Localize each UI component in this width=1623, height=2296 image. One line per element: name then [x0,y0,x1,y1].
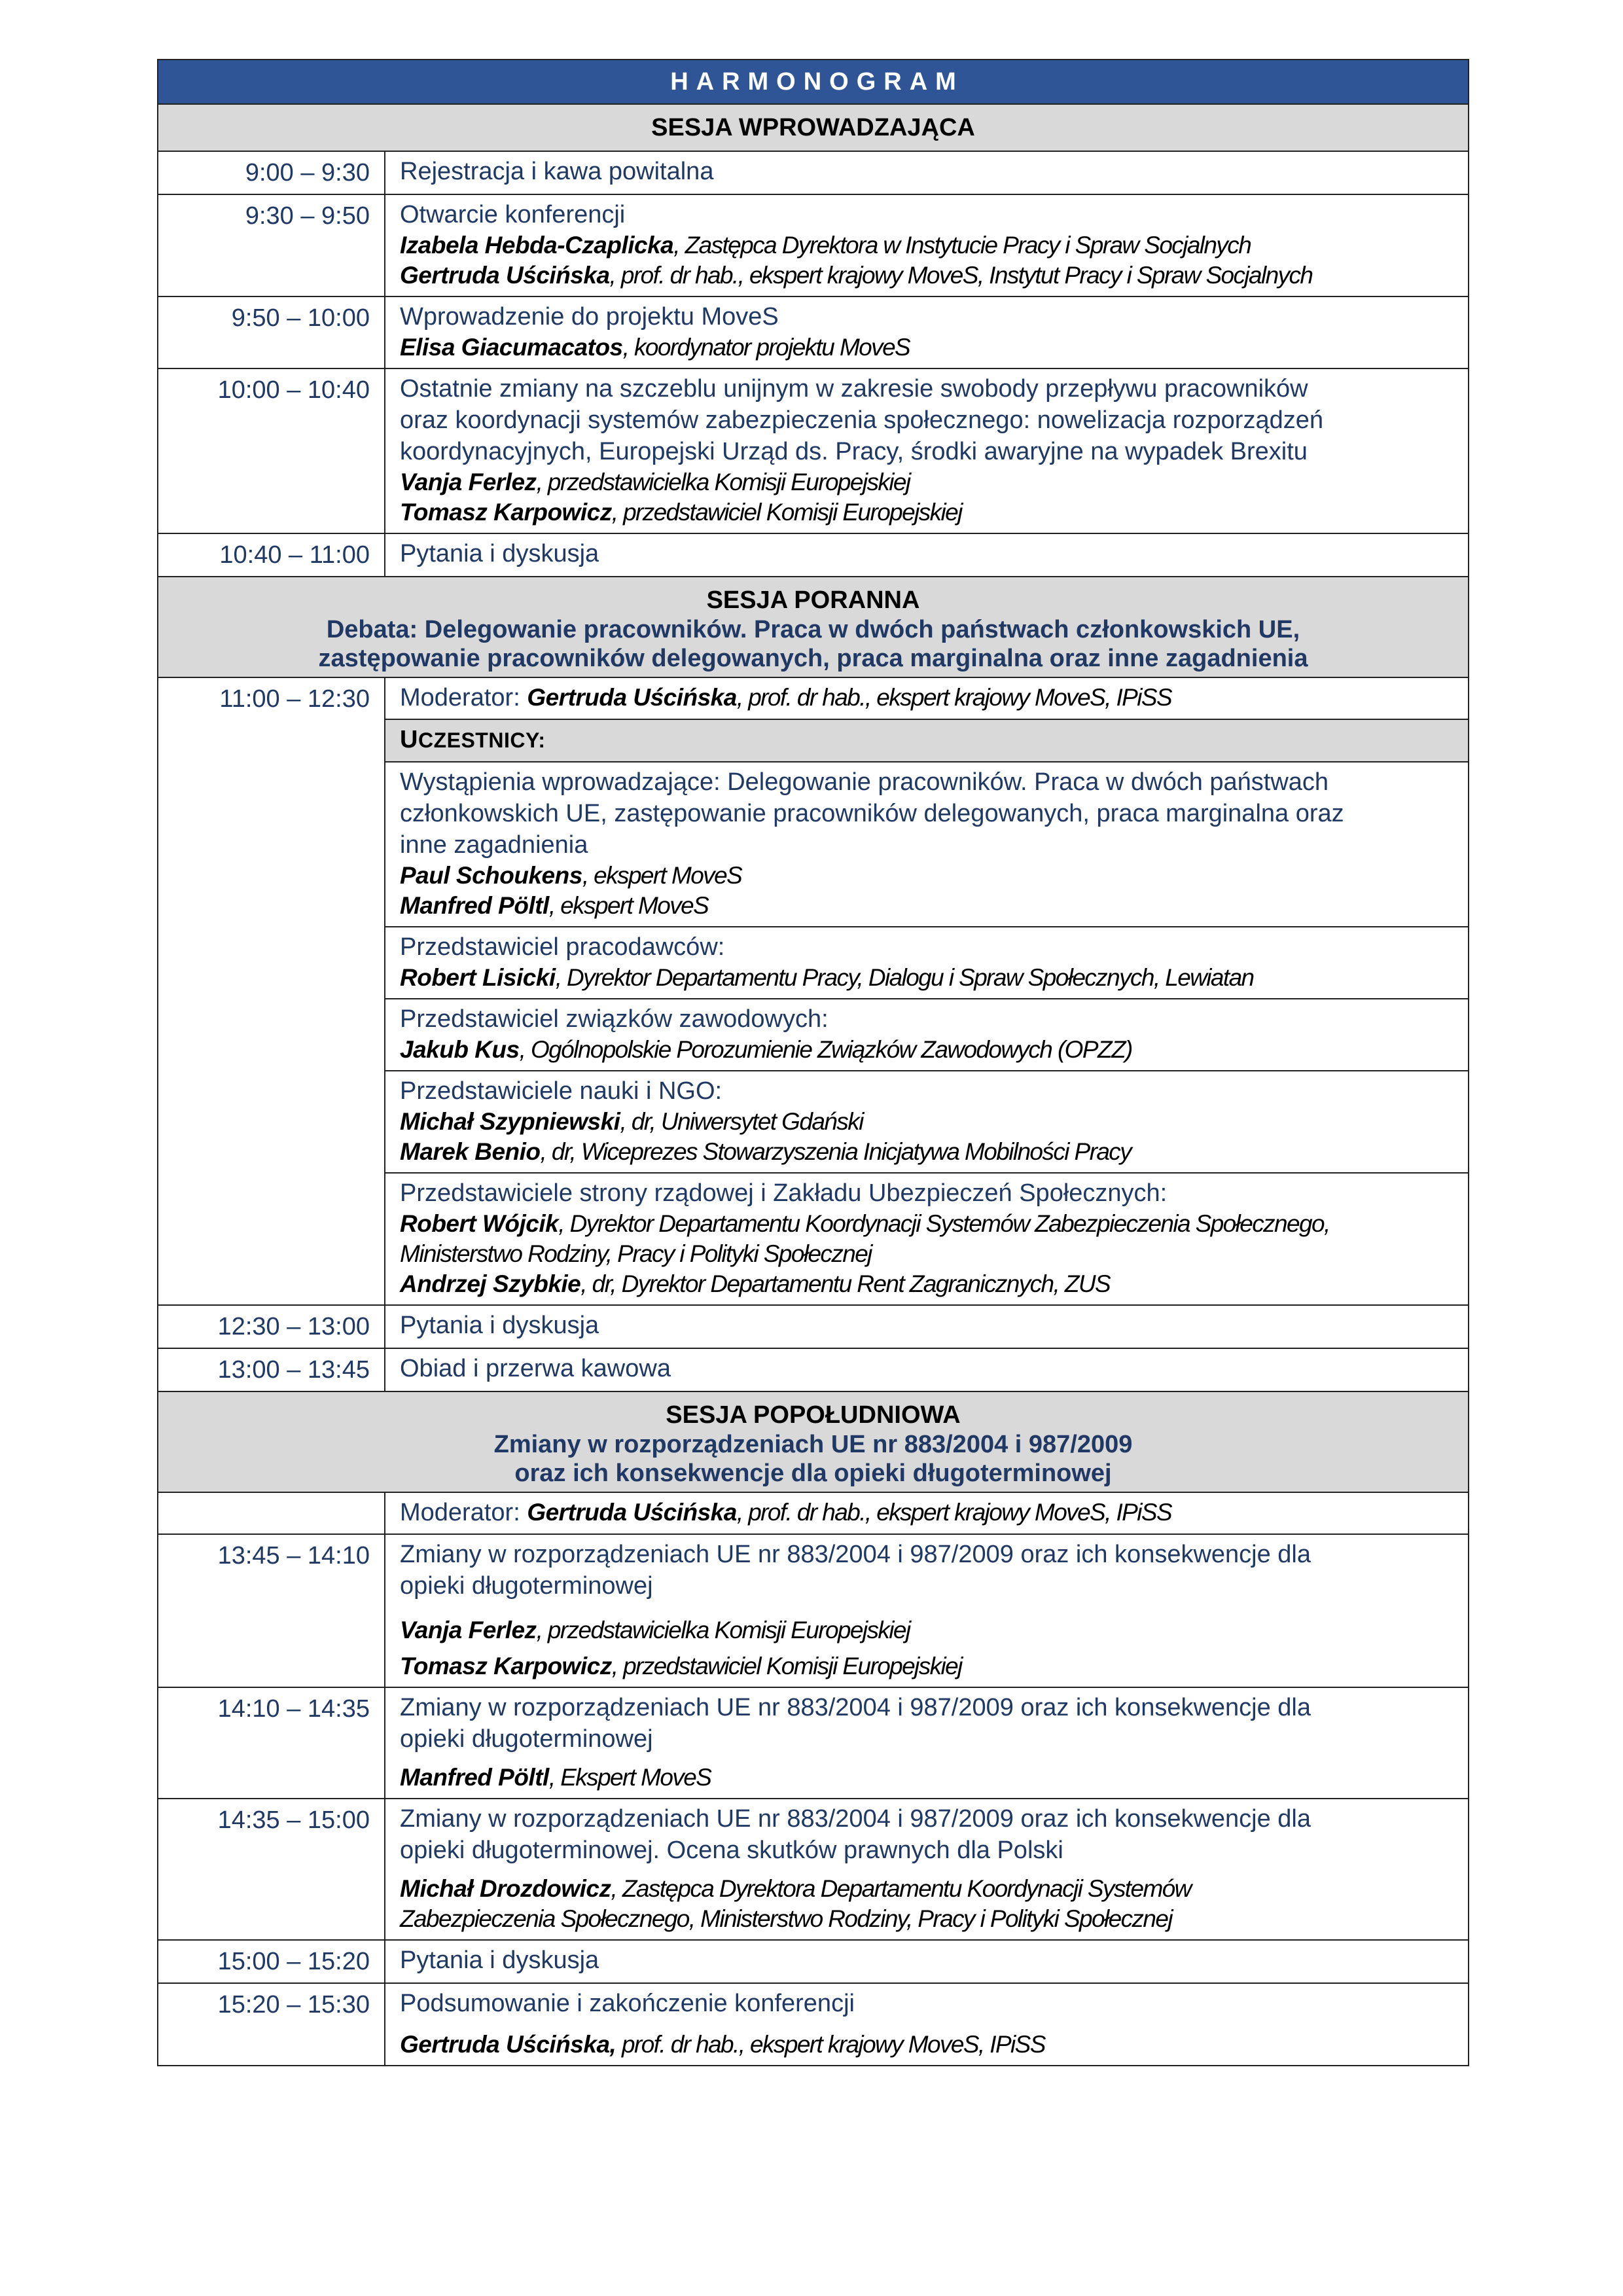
participant-group [385,762,1469,927]
moderator-cell [385,677,1469,719]
content-cell [385,1799,1469,1940]
session-subtitle: zastępowanie pracowników delegowanych, praca marginalna oraz inne zagadnienia [318,645,1308,672]
schedule-row [158,1492,1469,1534]
speaker [400,891,1460,921]
speaker [400,332,1460,363]
content-cell [385,1687,1469,1799]
speaker-name: Manfred Pöltl [400,1764,549,1791]
moderator-role: , prof. dr hab., ekspert krajowy MoveS, IPiSS [736,1499,1172,1526]
time-cell: 9:00 – 9:30 [158,151,385,194]
participants-header [385,719,1469,762]
content-cell [385,1534,1469,1687]
time-cell: 13:00 – 13:45 [158,1348,385,1391]
speaker-role: , dr, Uniwersytet Gdański [620,1108,863,1135]
speaker-role: , przedstawiciel Komisji Europejskiej [611,1653,962,1679]
speaker-name: Vanja Ferlez [400,1617,537,1643]
speaker-name: Elisa Giacumacatos [400,334,623,361]
group-title: Przedstawiciele nauki i NGO: [400,1077,722,1105]
time-cell: 11:00 – 12:30 [158,677,385,1305]
speaker-role: , Zastępca Dyrektora Departamentu Koordynacji Systemów [611,1875,1191,1902]
schedule-row [158,1940,1469,1983]
content-cell [385,1348,1469,1391]
speaker-role: , przedstawicielka Komisji Europejskiej [536,469,910,495]
speaker [400,1137,1460,1167]
speaker-role: , przedstawicielka Komisji Europejskiej [536,1617,910,1643]
moderator-name: Gertruda Uścińska [527,1499,737,1526]
content-cell [385,533,1469,577]
header-row [158,60,1469,104]
content-cell [385,194,1469,296]
speaker [400,1269,1460,1299]
time-cell-empty [158,1492,385,1534]
speaker-role: , Dyrektor Departamentu Koordynacji Systemów Zabezpieczenia Społecznego, [558,1210,1330,1237]
speaker [400,2030,1460,2060]
speaker-name: Manfred Pöltl [400,892,549,919]
participant-group [385,999,1469,1071]
schedule-row [158,296,1469,368]
schedule-row [158,533,1469,577]
speaker-name: Jakub Kus [400,1036,520,1063]
schedule-row [158,1305,1469,1348]
speaker-name: Gertruda Uścińska, [400,2031,616,2058]
topic-line: opieki długoterminowej. Ocena skutków prawnych dla Polski [400,1837,1063,1864]
time-cell: 10:40 – 11:00 [158,533,385,577]
time-cell: 9:50 – 10:00 [158,296,385,368]
speaker [400,1651,1460,1681]
session-title: SESJA PORANNA [706,586,920,614]
schedule-row [158,1983,1469,2066]
participants-initial: U [400,726,418,753]
moderator-name: Gertruda Uścińska [527,684,737,711]
schedule-row [158,151,1469,194]
speaker-role: , dr, Wiceprezes Stowarzyszenia Inicjatywa Mobilności Pracy [540,1138,1132,1165]
speaker [400,230,1460,260]
speaker [400,467,1460,497]
time-cell: 15:00 – 15:20 [158,1940,385,1983]
time-cell: 12:30 – 13:00 [158,1305,385,1348]
speaker-name: Tomasz Karpowicz [400,1653,612,1679]
time-cell: 14:35 – 15:00 [158,1799,385,1940]
speaker-name: Vanja Ferlez [400,469,537,495]
moderator-role: , prof. dr hab., ekspert krajowy MoveS, IPiSS [736,684,1172,711]
content-cell [385,368,1469,533]
participants-label: CZESTNICY: [418,728,546,752]
speaker-role: , Dyrektor Departamentu Pracy, Dialogu i Spraw Społecznych, Lewiatan [555,964,1254,991]
speaker-role-continued: Zabezpieczenia Społecznego, Ministerstwo Rodziny, Pracy i Polityki Społecznej [400,1905,1172,1932]
speaker-name: Robert Wójcik [400,1210,559,1237]
topic: Rejestracja i kawa powitalna [400,158,714,185]
group-title: Przedstawiciel związków zawodowych: [400,1005,829,1033]
time-cell: 9:30 – 9:50 [158,194,385,296]
content-cell [385,1305,1469,1348]
speaker [400,861,1460,891]
speaker [400,1209,1460,1239]
speaker-role: , Ogólnopolskie Porozumienie Związków Zawodowych (OPZZ) [519,1036,1132,1063]
speaker [400,1107,1460,1137]
session-title: SESJA POPOŁUDNIOWA [666,1401,961,1429]
session-subtitle: Debata: Delegowanie pracowników. Praca w dwóch państwach członkowskich UE, [326,616,1300,643]
content-cell [385,1940,1469,1983]
speaker-role-continued: Ministerstwo Rodziny, Pracy i Polityki Społecznej [400,1240,872,1267]
speaker-name: Tomasz Karpowicz [400,499,612,526]
topic: Pytania i dyskusja [400,1946,599,1974]
schedule-row [158,194,1469,296]
topic: Obiad i przerwa kawowa [400,1355,671,1382]
topic: Wprowadzenie do projektu MoveS [400,303,779,331]
schedule-row [158,1348,1469,1391]
schedule-row [158,1799,1469,1940]
topic-line: członkowskich UE, zastępowanie pracowników delegowanych, praca marginalna oraz [400,800,1344,827]
speaker-role: , ekspert MoveS [548,892,709,919]
group-title: Przedstawiciele strony rządowej i Zakładu Ubezpieczeń Społecznych: [400,1179,1168,1207]
topic-line: opieki długoterminowej [400,1725,653,1753]
time-cell: 10:00 – 10:40 [158,368,385,533]
speaker [400,1035,1460,1065]
session-header [158,1391,1469,1492]
speaker-name: Paul Schoukens [400,862,582,889]
speaker-name: Michał Drozdowicz [400,1875,611,1902]
topic-line: Zmiany w rozporządzeniach UE nr 883/2004 i 987/2009 oraz ich konsekwencje dla [400,1694,1311,1721]
speaker-name: Robert Lisicki [400,964,556,991]
session-row [158,1391,1469,1492]
speaker-role: , dr, Dyrektor Departamentu Rent Zagranicznych, ZUS [580,1270,1111,1297]
speaker-name: Marek Benio [400,1138,541,1165]
topic-line: Wystąpienia wprowadzające: Delegowanie pracowników. Praca w dwóch państwach [400,768,1329,796]
speaker [400,497,1460,528]
topic: Podsumowanie i zakończenie konferencji [400,1990,855,2017]
speaker [400,1609,1460,1651]
topic-line: koordynacyjnych, Europejski Urząd ds. Pracy, środki awaryjne na wypadek Brexitu [400,438,1308,465]
speaker-role: , Ekspert MoveS [548,1764,711,1791]
speaker-role: , prof. dr hab., ekspert krajowy MoveS, Instytut Pracy i Spraw Socjalnych [609,262,1313,289]
topic-line: inne zagadnienia [400,831,588,859]
session-title: SESJA WPROWADZAJĄCA [651,114,975,141]
session-header [158,577,1469,677]
topic: Pytania i dyskusja [400,1312,599,1339]
speaker-name: Izabela Hebda-Czaplicka [400,232,674,259]
speaker-name: Michał Szypniewski [400,1108,620,1135]
participant-group [385,1173,1469,1305]
speaker [400,1763,1460,1793]
schedule-title: HARMONOGRAM [158,60,1469,104]
time-cell: 13:45 – 14:10 [158,1534,385,1687]
session-row [158,104,1469,151]
content-cell [385,1983,1469,2066]
content-cell [385,296,1469,368]
speaker-name: Andrzej Szybkie [400,1270,581,1297]
topic-line: oraz koordynacji systemów zabezpieczenia społecznego: nowelizacja rozporządzeń [400,406,1323,434]
schedule-row [158,677,1469,719]
moderator-cell [385,1492,1469,1534]
group-title: Przedstawiciel pracodawców: [400,933,725,961]
moderator-label: Moderator: [400,1499,527,1526]
schedule-table [157,59,1469,2066]
topic-line: opieki długoterminowej [400,1572,653,1600]
speaker-role: , Zastępca Dyrektora w Instytucie Pracy i Spraw Socjalnych [673,232,1251,259]
session-header [158,104,1469,151]
schedule-row [158,1534,1469,1687]
schedule-row [158,368,1469,533]
speaker-role: , koordynator projektu MoveS [622,334,910,361]
session-row [158,577,1469,677]
speaker-role: , ekspert MoveS [582,862,742,889]
time-cell: 15:20 – 15:30 [158,1983,385,2066]
content-cell [385,151,1469,194]
speaker [400,1874,1460,1904]
topic-line: Ostatnie zmiany na szczeblu unijnym w zakresie swobody przepływu pracowników [400,375,1308,403]
moderator [400,682,1460,713]
participant-group [385,927,1469,999]
topic: Otwarcie konferencji [400,201,626,228]
speaker-role: , przedstawiciel Komisji Europejskiej [611,499,962,526]
moderator [400,1497,1460,1528]
schedule-row [158,1687,1469,1799]
speaker [400,963,1460,993]
speaker [400,260,1460,291]
topic-line: Zmiany w rozporządzeniach UE nr 883/2004 i 987/2009 oraz ich konsekwencje dla [400,1805,1311,1833]
session-subtitle: oraz ich konsekwencje dla opieki długoterminowej [514,1460,1112,1487]
topic: Pytania i dyskusja [400,540,599,567]
participant-group [385,1071,1469,1173]
topic-line: Zmiany w rozporządzeniach UE nr 883/2004 i 987/2009 oraz ich konsekwencje dla [400,1541,1311,1568]
time-cell: 14:10 – 14:35 [158,1687,385,1799]
moderator-label: Moderator: [400,684,527,711]
session-subtitle: Zmiany w rozporządzeniach UE nr 883/2004 i 987/2009 [493,1431,1133,1458]
speaker-role: prof. dr hab., ekspert krajowy MoveS, IPiSS [616,2031,1045,2058]
speaker-name: Gertruda Uścińska [400,262,610,289]
